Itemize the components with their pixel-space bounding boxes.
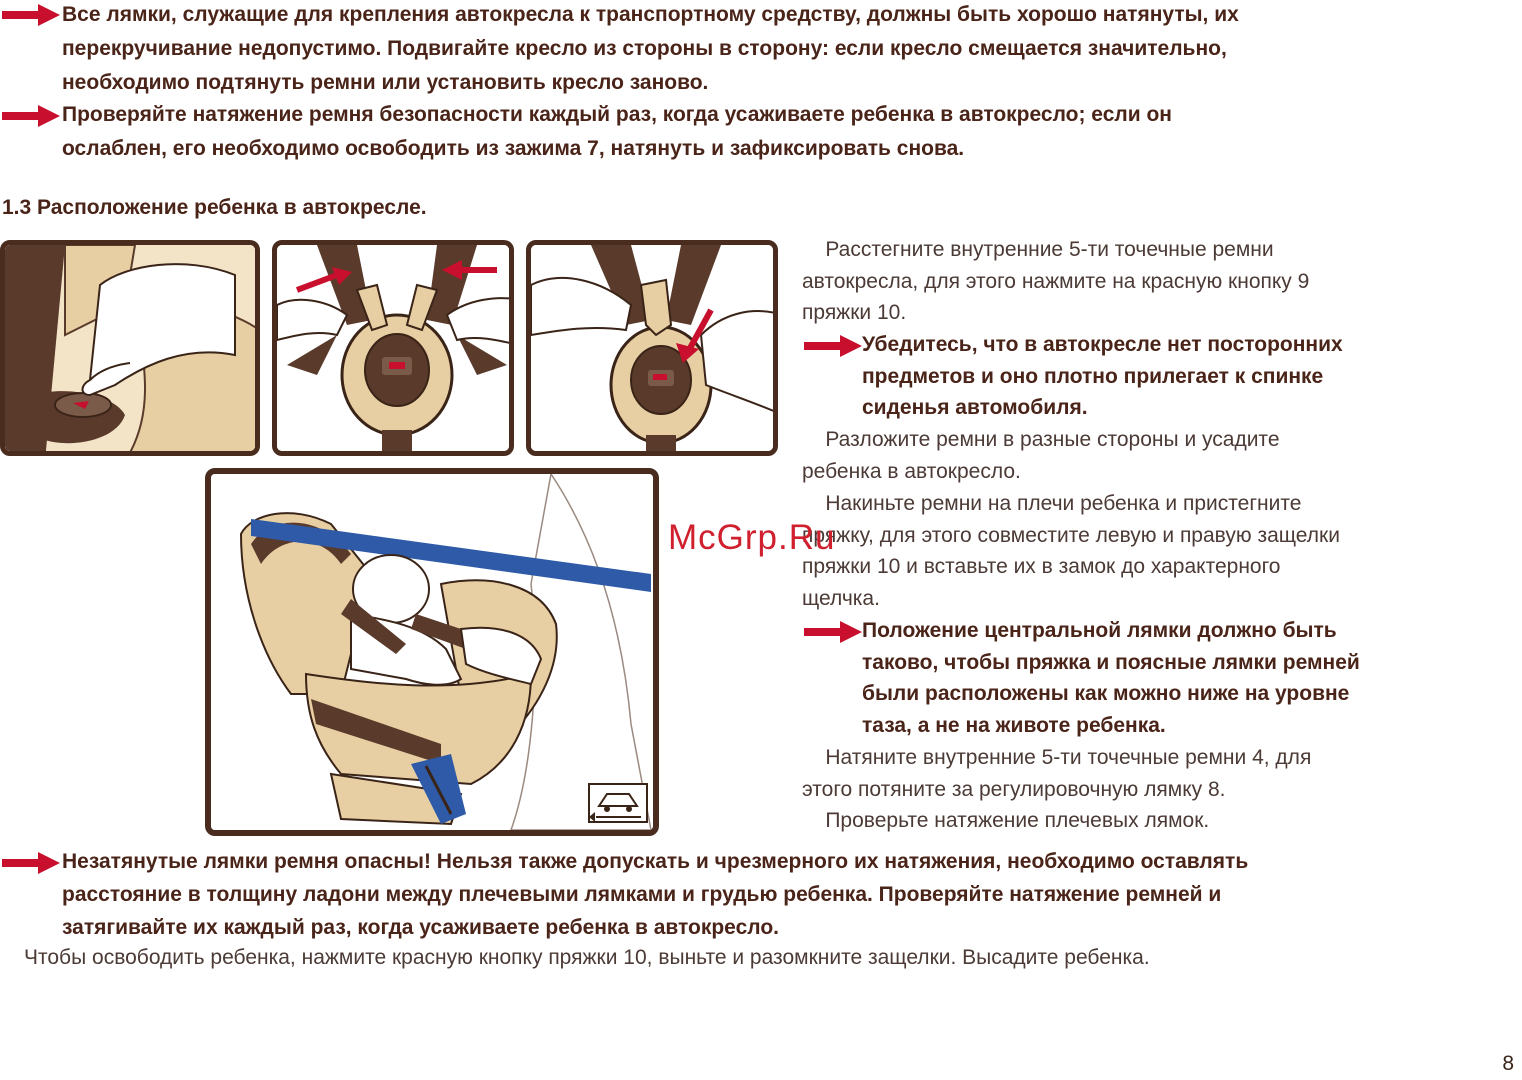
text-line: Чтобы освободить ребенка, нажмите красную кнопку пряжки 10, выньте и разомкните защелки. Высадите ребенка. <box>24 946 1150 969</box>
watermark: McGrp.Ru <box>668 518 836 557</box>
illustration-buckle-arrow <box>526 240 778 456</box>
page-number: 8 <box>1502 1052 1514 1075</box>
warning-seat-check <box>862 329 1343 424</box>
warning-arrow-icon <box>2 852 60 874</box>
text-line: щелчка. <box>802 586 880 610</box>
press-button-illustration <box>5 245 260 456</box>
text-line: автокресла, для этого нажмите на красную кнопку 9 <box>802 269 1310 293</box>
text-line: этого потяните за регулировочную лямку 8. <box>802 777 1226 801</box>
text-line: пряжки 10. <box>802 301 907 324</box>
warning-line: перекручивание недопустимо. Подвигайте кресло из стороны в сторону: если кресло смещается значительно, <box>62 37 1227 60</box>
illustration-child-in-seat <box>205 468 659 836</box>
text-line: пряжку, для этого совместите левую и правую защелки <box>802 523 1340 547</box>
warning-line: таково, чтобы пряжка и поясные лямки ремней <box>862 650 1360 674</box>
child-in-seat-illustration <box>211 474 653 830</box>
warning-line: затягивайте их каждый раз, когда усаживаете ребенка в автокресло. <box>62 916 779 939</box>
paragraph-tighten <box>802 742 1311 837</box>
warning-line: расстояние в толщину ладони между плечевыми лямками и грудью ребенка. Проверяйте натяжение ремней и <box>62 883 1222 906</box>
warning-block-1 <box>62 0 1239 100</box>
warning-line: Проверяйте натяжение ремня безопасности каждый раз, когда усаживаете ребенка в автокресло; если он <box>62 103 1172 126</box>
text-line: Расстегните внутренние 5-ти точечные ремни <box>802 238 1274 261</box>
illustration-press-button <box>0 240 260 456</box>
paragraph-unbuckle <box>802 234 1309 329</box>
section-heading: 1.3 Расположение ребенка в автокресле. <box>2 196 427 219</box>
warning-line: необходимо подтянуть ремни или установить кресло заново. <box>62 71 709 94</box>
warning-arrow-icon <box>804 621 862 643</box>
warning-line: Положение центральной лямки должно быть <box>862 619 1337 642</box>
warning-block-2 <box>62 98 1172 166</box>
unbuckle-illustration <box>277 245 514 456</box>
paragraph-seat-child <box>802 424 1280 487</box>
text-line: пряжки 10 и вставьте их в замок до характерного <box>802 555 1281 578</box>
warning-line: предметов и оно плотно прилегает к спинке <box>862 364 1324 388</box>
warning-line: были расположены как можно ниже на уровне <box>862 682 1350 705</box>
text-line: Разложите ремни в разные стороны и усадите <box>802 428 1280 451</box>
final-paragraph <box>24 942 1150 974</box>
warning-line: Незатянутые лямки ремня опасны! Нельзя также допускать и чрезмерного их натяжения, необходимо оставлять <box>62 850 1249 873</box>
warning-line: Убедитесь, что в автокресле нет посторонних <box>862 333 1343 356</box>
paragraph-fasten <box>802 488 1340 614</box>
warning-line: ослаблен, его необходимо освободить из зажима 7, натянуть и зафиксировать снова. <box>62 137 965 160</box>
illustration-unbuckle <box>272 240 514 456</box>
warning-arrow-icon <box>2 105 60 127</box>
warning-line: сиденья автомобиля. <box>862 396 1088 419</box>
warning-line: таза, а не на животе ребенка. <box>862 713 1166 737</box>
warning-block-bottom <box>62 845 1248 944</box>
warning-arrow-icon <box>804 335 862 357</box>
text-line: Накиньте ремни на плечи ребенка и пристегните <box>802 492 1302 515</box>
warning-line: Все лямки, служащие для крепления автокресла к транспортному средству, должны быть хорошо натянуты, их <box>62 3 1239 26</box>
text-line: Проверьте натяжение плечевых лямок. <box>802 809 1210 832</box>
warning-arrow-icon <box>2 4 60 26</box>
text-line: ребенка в автокресло. <box>802 459 1021 483</box>
text-line: Натяните внутренние 5-ти точечные ремни 4, для <box>802 746 1312 769</box>
buckle-arrow-illustration <box>531 245 778 456</box>
warning-strap-position <box>862 615 1360 741</box>
